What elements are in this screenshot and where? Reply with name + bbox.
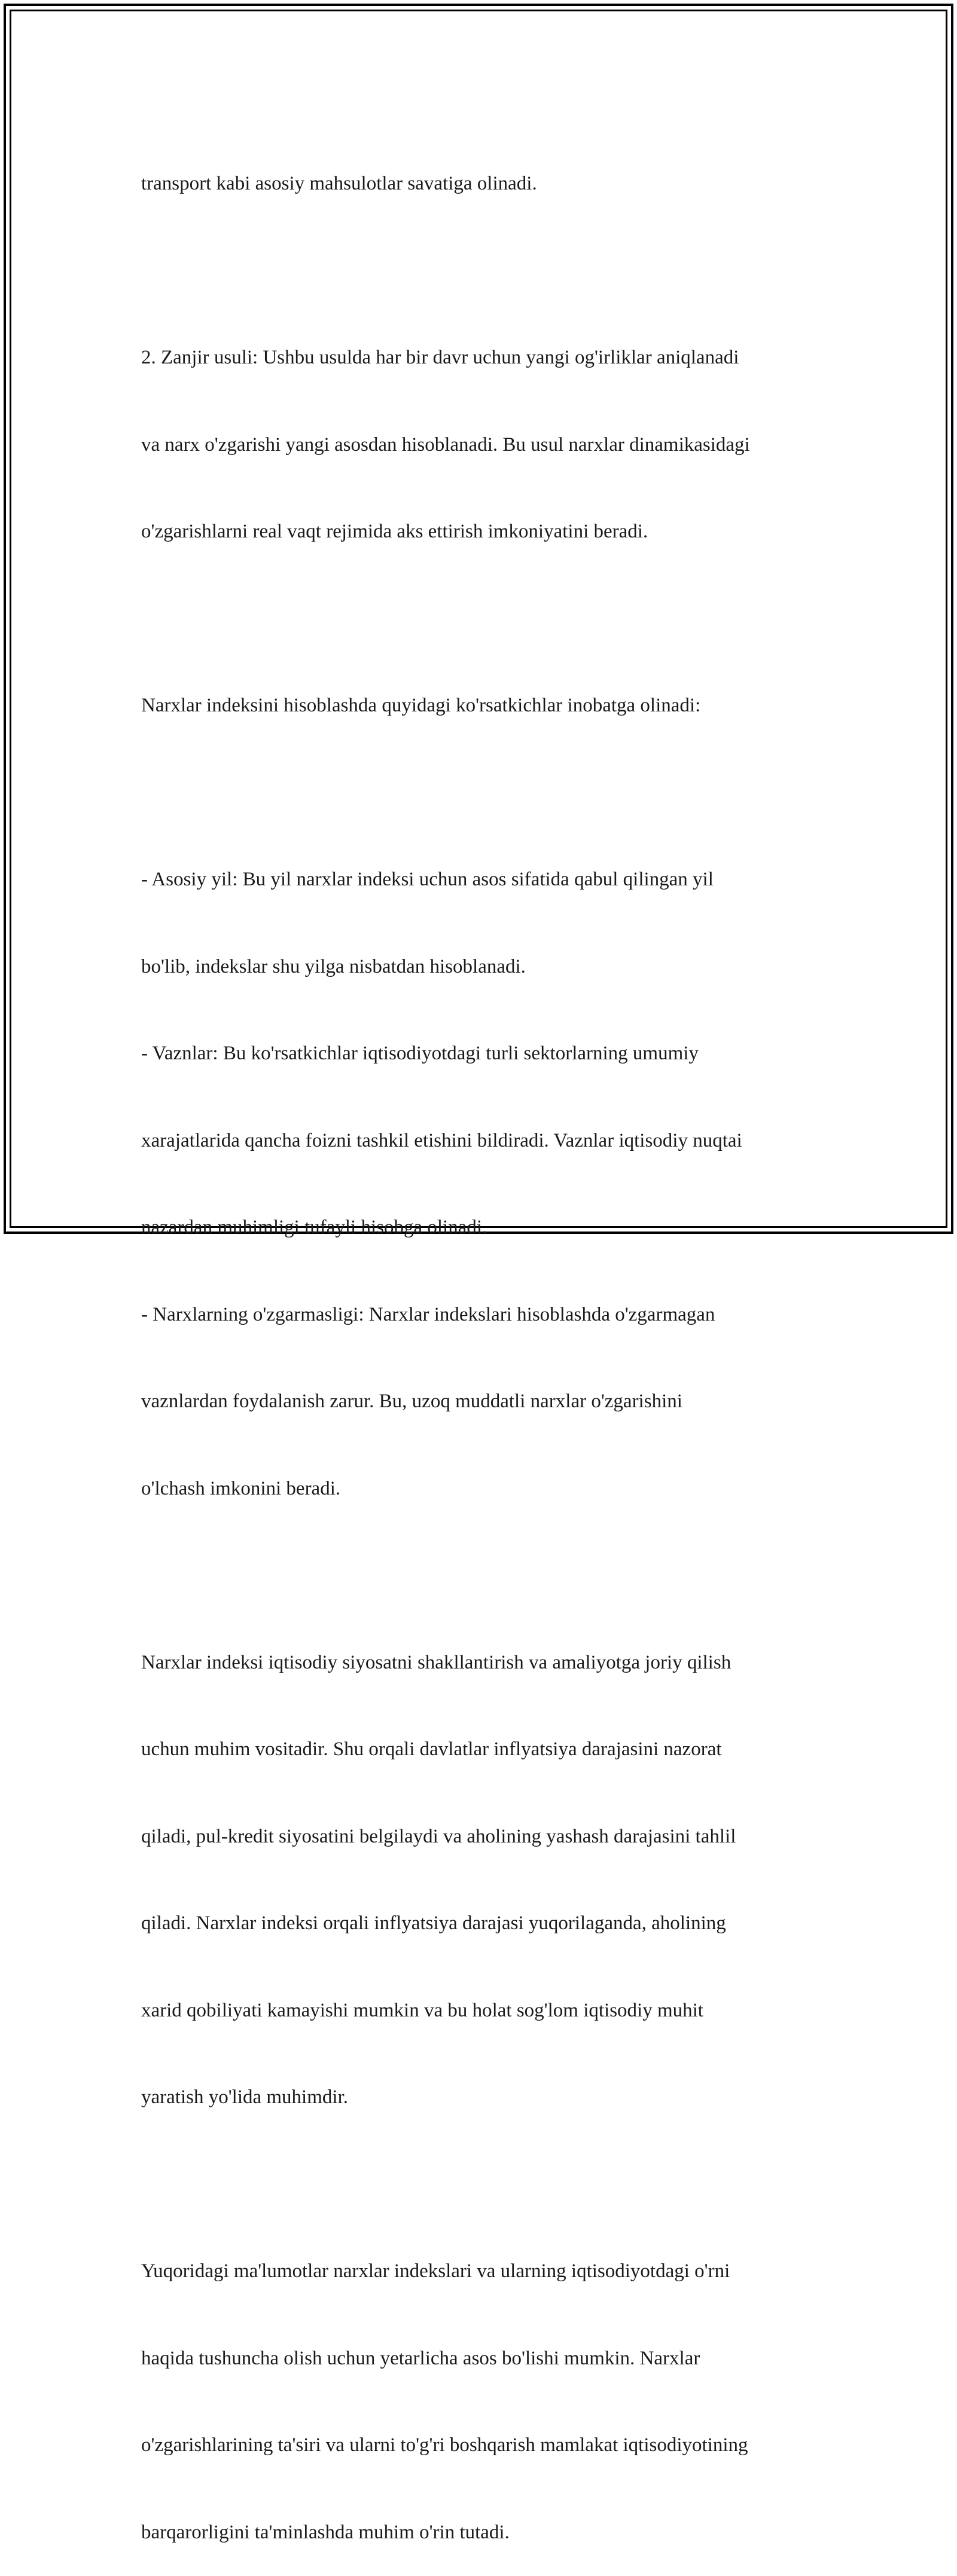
blank-line: [141, 2170, 847, 2199]
text-line: transport kabi asosiy mahsulotlar savatiga olinadi.: [141, 173, 537, 194]
text-line: o'zgarishlarni real vaqt rejimida aks ettirish imkoniyatini beradi.: [141, 521, 648, 542]
text-line: Narxlar indeksini hisoblashda quyidagi ko'rsatkichlar inobatga olinadi:: [141, 695, 701, 716]
text-line: qiladi, pul-kredit siyosatini belgilaydi va aholining yashash darajasini tahlil: [141, 1825, 736, 1847]
text-line: Yuqoridagi ma'lumotlar narxlar indekslari va ularning iqtisodiyotdagi o'rni: [141, 2260, 730, 2282]
text-line: 2. Zanjir usuli: Ushbu usulda har bir davr uchun yangi og'irliklar aniqlanadi: [141, 347, 739, 368]
list-item-line: - Asosiy yil: Bu yil narxlar indeksi uchun asos sifatida qabul qilingan yil: [141, 869, 714, 890]
document-body: [141, 111, 847, 2576]
text-line: vaznlardan foydalanish zarur. Bu, uzoq muddatli narxlar o'zgarishini: [141, 1391, 682, 1412]
text-line: nazardan muhimligi tufayli hisobga olinadi.: [141, 1217, 487, 1238]
text-line: va narx o'zgarishi yangi asosdan hisoblanadi. Bu usul narxlar dinamikasidagi: [141, 433, 750, 456]
text-line: qiladi. Narxlar indeksi orqali inflyatsiya darajasi yuqorilaganda, aholining: [141, 1912, 726, 1934]
blank-line: [141, 256, 847, 286]
text-line: o'lchash imkonini beradi.: [141, 1477, 341, 1499]
blank-line: [141, 604, 847, 634]
blank-line: [141, 1561, 847, 1590]
text-line: haqida tushuncha olish uchun yetarlicha asos bo'lishi mumkin. Narxlar: [141, 2347, 700, 2369]
text-line: yaratish yo'lida muhimdir.: [141, 2086, 348, 2108]
text-line: o'zgarishlarining ta'siri va ularni to'g'ri boshqarish mamlakat iqtisodiyotining: [141, 2434, 748, 2456]
blank-line: [141, 778, 847, 808]
text-line: xarajatlarida qancha foizni tashkil etishini bildiradi. Vaznlar iqtisodiy nuqtai: [141, 1129, 742, 1151]
text-line: bo'lib, indekslar shu yilga nisbatdan hisoblanadi.: [141, 955, 526, 977]
text-line: uchun muhim vositadir. Shu orqali davlatlar inflyatsiya darajasini nazorat: [141, 1738, 722, 1760]
list-item-line: - Vaznlar: Bu ko'rsatkichlar iqtisodiyotdagi turli sektorlarning umumiy: [141, 1043, 699, 1064]
list-item-line: - Narxlarning o'zgarmasligi: Narxlar indekslari hisoblashda o'zgarmagan: [141, 1303, 715, 1325]
text-line: barqarorligini ta'minlashda muhim o'rin tutadi.: [141, 2521, 510, 2543]
text-line: Narxlar indeksi iqtisodiy siyosatni shakllantirish va amaliyotga joriy qilish: [141, 1651, 732, 1673]
text-line: xarid qobiliyati kamayishi mumkin va bu holat sog'lom iqtisodiy muhit: [141, 1999, 703, 2021]
